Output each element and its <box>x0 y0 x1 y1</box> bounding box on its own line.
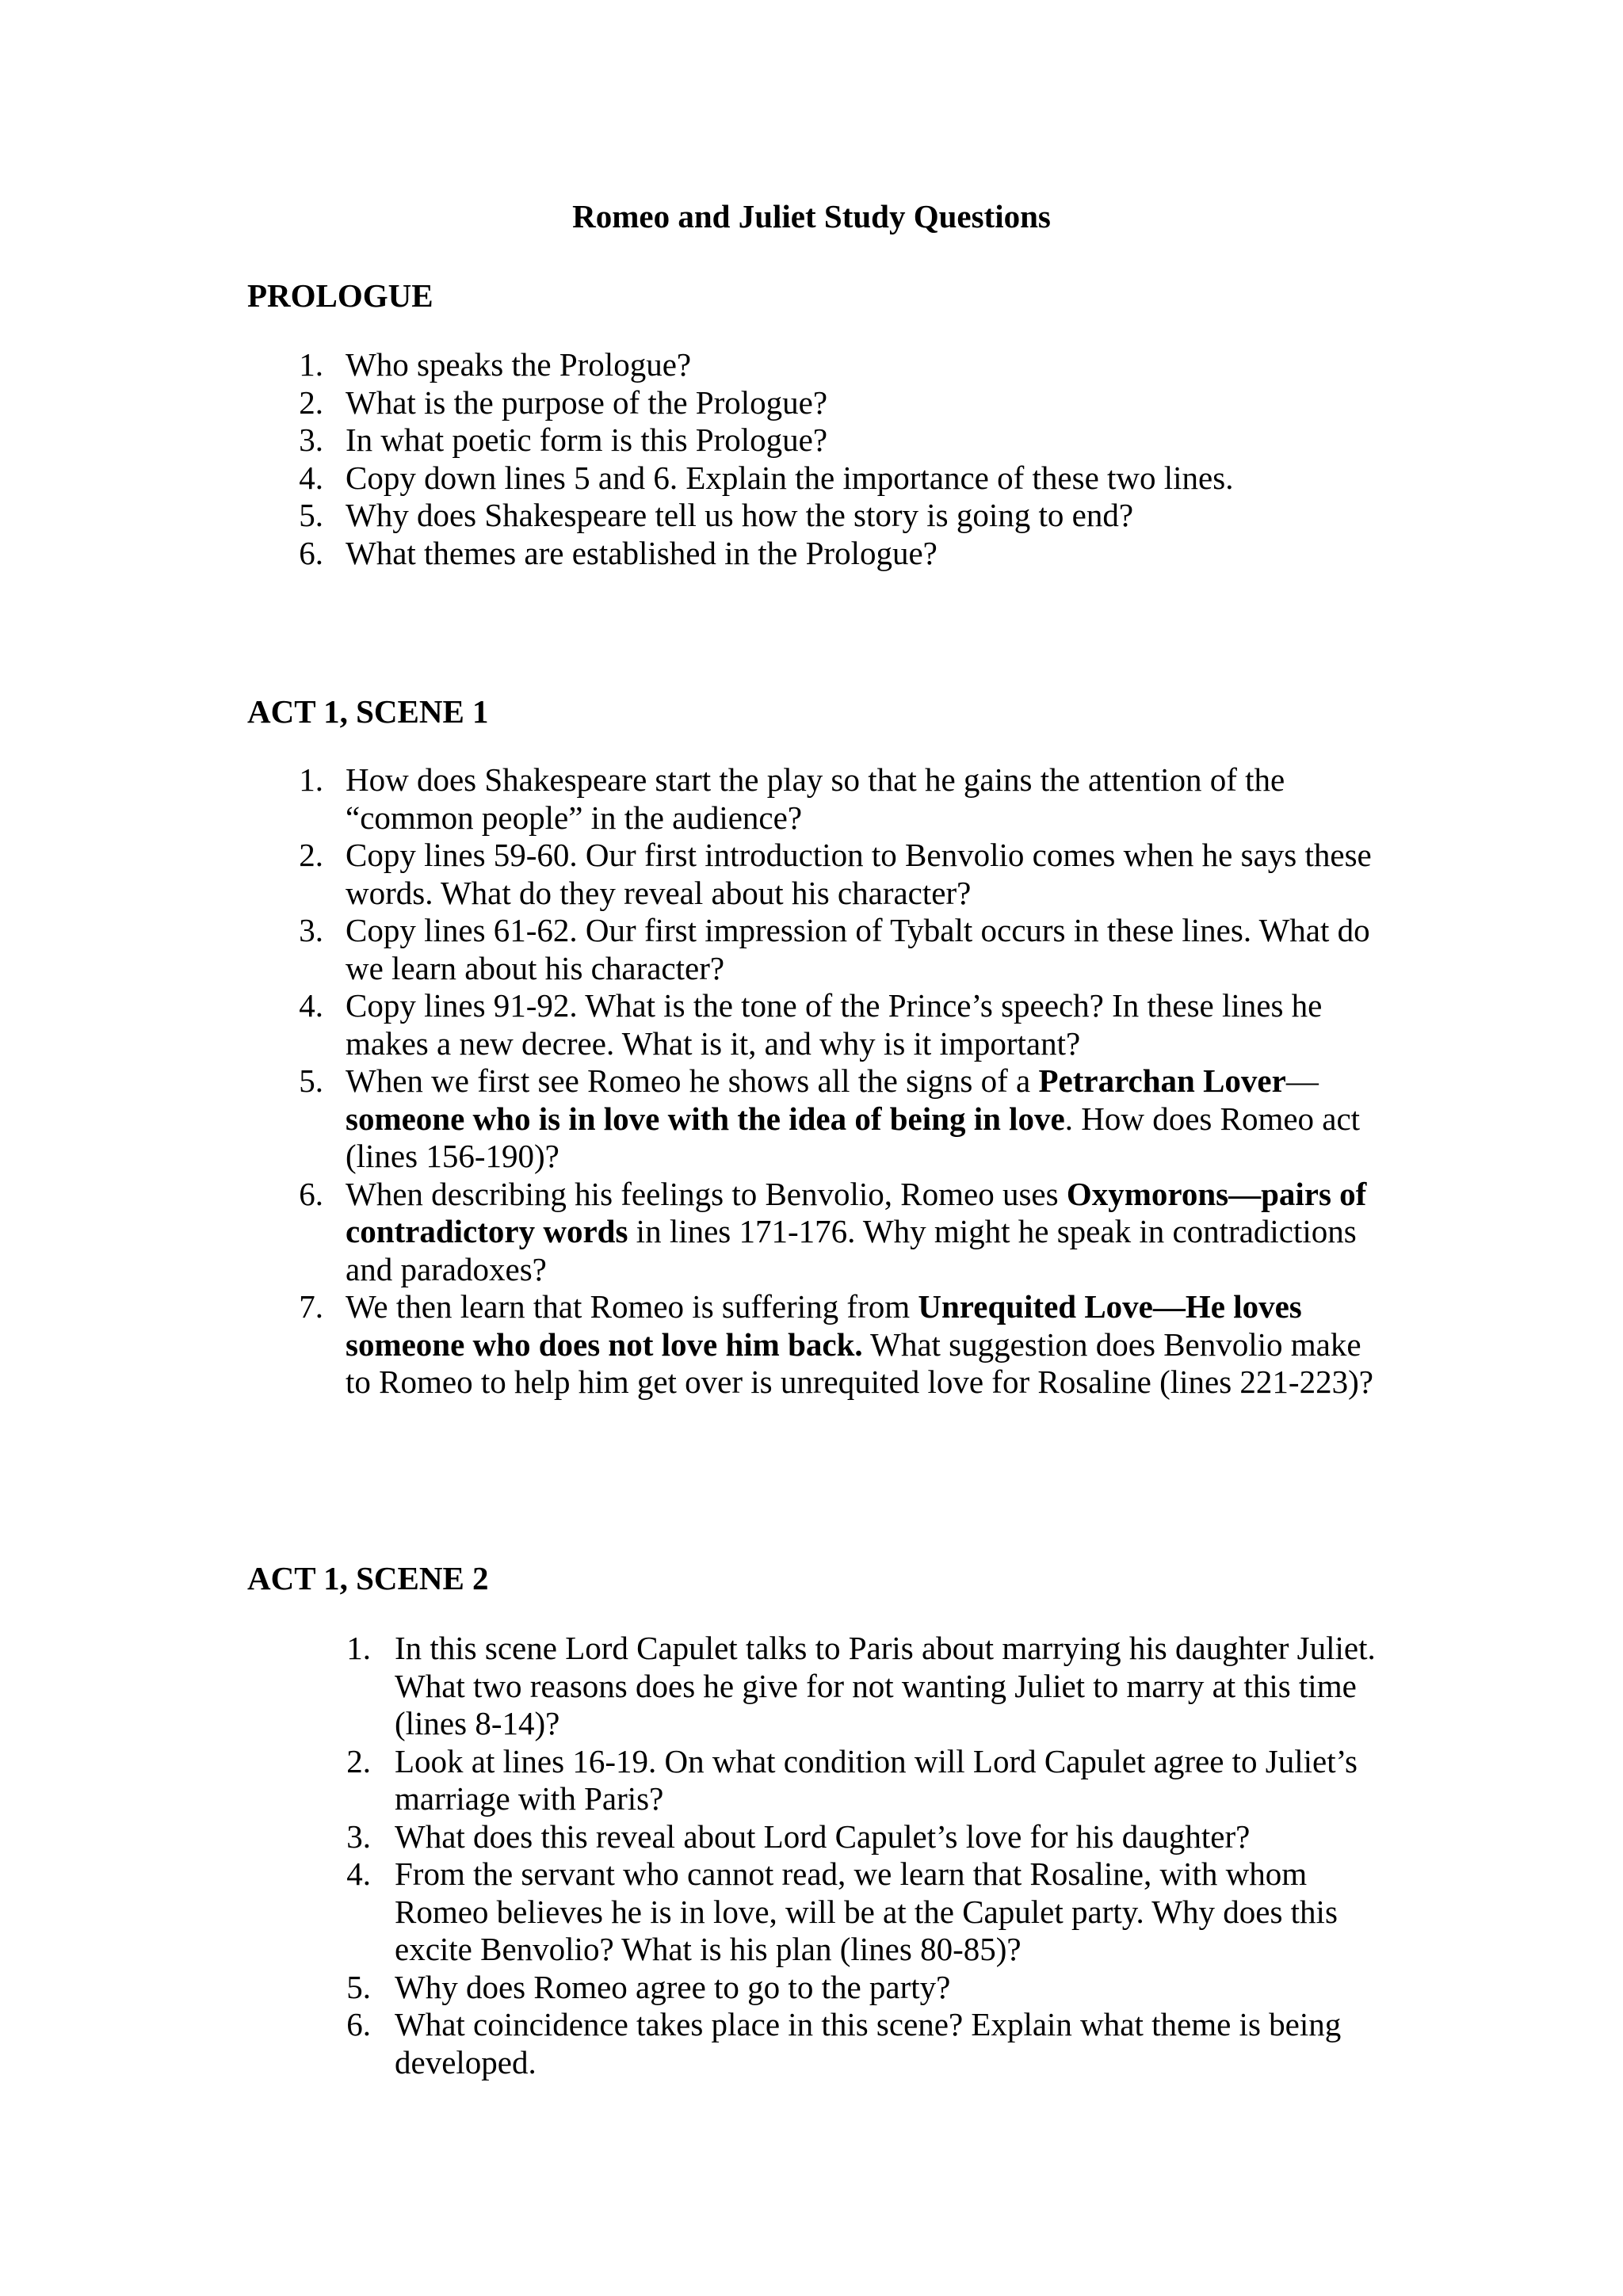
question-number: 2. <box>346 1742 371 1779</box>
question-number: 3. <box>346 1817 371 1855</box>
list-item <box>247 1062 1388 1176</box>
text-run: Copy lines 59-60. Our first introduction to Benvolio comes when he says these words. What do they reveal about his character? <box>346 837 1372 911</box>
question-list-act1-scene2 <box>247 1630 1388 2081</box>
question-number: 4. <box>346 1855 371 1892</box>
question-text <box>346 761 1388 837</box>
text-run: Copy down lines 5 and 6. Explain the importance of these two lines. <box>346 459 1234 496</box>
bold-term: Oxymorons—pairs of contradictory words <box>346 1175 1367 1249</box>
question-text <box>346 460 1388 498</box>
question-number: 5. <box>346 1968 371 2005</box>
question-number: 6. <box>346 2006 371 2042</box>
text-run: in lines 171-176. Why might he speak in contradictions and paradoxes? <box>346 1213 1357 1287</box>
text-run: Look at lines 16-19. On what condition will Lord Capulet agree to Juliet’s marriage with Paris? <box>395 1742 1358 1817</box>
question-number: 3. <box>299 912 323 948</box>
list-item <box>247 1288 1388 1402</box>
list-item <box>247 460 1388 498</box>
text-run: What suggestion does Benvolio make to Romeo to help him get over is unrequited love for Rosaline (lines 221-223)? <box>346 1325 1373 1400</box>
text-run: Why does Shakespeare tell us how the story is going to end? <box>346 497 1134 533</box>
list-item <box>247 421 1388 460</box>
text-run: What coincidence takes place in this scene? Explain what theme is being developed. <box>395 2006 1342 2081</box>
text-run: In this scene Lord Capulet talks to Paris about marrying his daughter Juliet. What two reasons does he give for not wanting Juliet to marry at this time (lines 8-14)? <box>395 1630 1376 1741</box>
question-number: 2. <box>299 837 323 873</box>
question-number: 3. <box>299 421 323 458</box>
question-number: 1. <box>346 1630 371 1666</box>
question-number: 5. <box>299 1062 323 1099</box>
question-text <box>346 421 1388 460</box>
text-run: In what poetic form is this Prologue? <box>346 421 828 458</box>
text-run: When we first see Romeo he shows all the signs of a <box>346 1062 1039 1099</box>
question-text <box>395 1818 1388 1856</box>
question-text <box>346 987 1388 1062</box>
question-number: 4. <box>299 459 323 496</box>
question-text <box>395 1855 1388 1969</box>
question-text <box>346 384 1388 422</box>
text-run: When describing his feelings to Benvolio, Romeo uses <box>346 1175 1067 1212</box>
question-number: 4. <box>299 987 323 1024</box>
document-title: Romeo and Juliet Study Questions <box>572 198 1051 235</box>
text-run: Copy lines 91-92. What is the tone of the Prince’s speech? In these lines he makes a new decree. What is it, and why is it important? <box>346 987 1323 1062</box>
question-text <box>346 1288 1388 1402</box>
question-text <box>395 1630 1388 1743</box>
list-item <box>247 384 1388 422</box>
list-item <box>247 1743 1388 1818</box>
question-number: 1. <box>299 761 323 798</box>
bold-term: Unrequited Love—He loves someone who does not love him back. <box>346 1288 1302 1363</box>
list-item <box>247 1818 1388 1856</box>
question-list-act1-scene1 <box>247 761 1388 1402</box>
section-heading-prologue: PROLOGUE <box>247 277 433 314</box>
question-number: 6. <box>299 534 323 571</box>
question-number: 7. <box>299 1288 323 1325</box>
text-run: Copy lines 61-62. Our first impression of Tybalt occurs in these lines. What do we learn about his character? <box>346 912 1370 986</box>
text-run: We then learn that Romeo is suffering from <box>346 1288 918 1325</box>
question-text <box>346 346 1388 384</box>
section-heading-act1-scene1: ACT 1, SCENE 1 <box>247 693 489 730</box>
text-run: Who speaks the Prologue? <box>346 346 692 383</box>
list-item <box>247 497 1388 535</box>
list-item <box>247 1630 1388 1743</box>
list-item <box>247 761 1388 837</box>
question-text <box>346 912 1388 987</box>
question-text <box>395 1969 1388 2007</box>
text-run: What is the purpose of the Prologue? <box>346 383 828 421</box>
question-text <box>346 535 1388 573</box>
question-text <box>395 2006 1388 2081</box>
list-item <box>247 912 1388 987</box>
text-run: From the servant who cannot read, we learn that Rosaline, with whom Romeo believes he is in love, will be at the Capulet party. Why does this excite Benvolio? What is his plan (lines 80-85)? <box>395 1855 1338 1967</box>
text-run: What does this reveal about Lord Capulet’s love for his daughter? <box>395 1817 1251 1855</box>
question-number: 6. <box>299 1175 323 1212</box>
question-text <box>346 1176 1388 1289</box>
question-number: 5. <box>299 497 323 533</box>
list-item <box>247 346 1388 384</box>
text-run: How does Shakespeare start the play so that he gains the attention of the “common people” in the audience? <box>346 761 1285 836</box>
bold-term: someone who is in love with the idea of being in love <box>346 1100 1065 1137</box>
question-list-prologue <box>247 346 1388 572</box>
list-item <box>247 837 1388 912</box>
question-number: 1. <box>299 346 323 383</box>
question-text <box>346 837 1388 912</box>
text-run: Why does Romeo agree to go to the party? <box>395 1968 951 2005</box>
text-run: . How does Romeo act (lines 156-190)? <box>346 1100 1361 1174</box>
question-text <box>395 1743 1388 1818</box>
question-text <box>346 1062 1388 1176</box>
question-text <box>346 497 1388 535</box>
text-run: What themes are established in the Prologue? <box>346 534 938 571</box>
list-item <box>247 987 1388 1062</box>
section-heading-act1-scene2: ACT 1, SCENE 2 <box>247 1560 489 1596</box>
list-item <box>247 1176 1388 1289</box>
list-item <box>247 2006 1388 2081</box>
list-item <box>247 535 1388 573</box>
list-item <box>247 1969 1388 2007</box>
question-number: 2. <box>299 383 323 421</box>
text-run: — <box>1285 1062 1319 1099</box>
bold-term: Petrarchan Lover <box>1038 1062 1286 1099</box>
list-item <box>247 1855 1388 1969</box>
